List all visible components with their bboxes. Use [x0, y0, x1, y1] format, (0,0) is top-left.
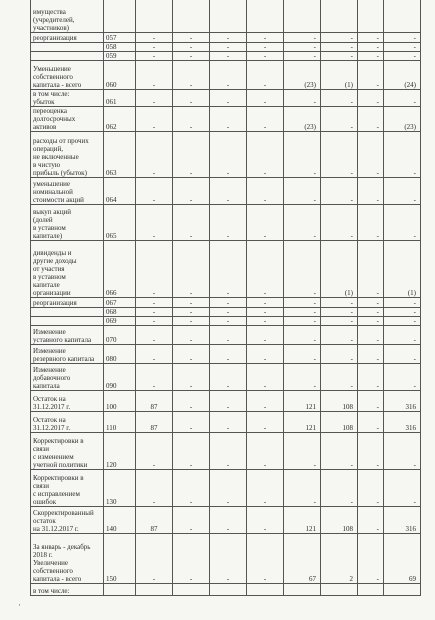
value-cell: -: [173, 178, 210, 205]
value-cell: -: [210, 132, 247, 178]
table-row: [31, 33, 421, 43]
value-cell: -: [210, 178, 247, 205]
table-row: [31, 298, 421, 308]
value-cell: -: [136, 52, 173, 61]
value-cell: -: [136, 298, 173, 308]
table-row: [31, 241, 421, 298]
value-cell: -: [247, 178, 284, 205]
row-code: 120: [104, 433, 136, 470]
value-cell: -: [136, 308, 173, 317]
value-cell: 69: [384, 534, 421, 584]
value-cell: -: [321, 317, 358, 326]
row-code: 066: [104, 241, 136, 298]
row-code: 110: [104, 412, 136, 433]
row-code: 067: [104, 298, 136, 308]
value-cell: -: [321, 107, 358, 132]
value-cell: 2: [321, 534, 358, 584]
row-code: 061: [104, 90, 136, 107]
value-cell: -: [136, 43, 173, 52]
value-cell: [321, 584, 358, 596]
row-label: Изменение добавочного капитала: [31, 364, 104, 391]
value-cell: -: [173, 507, 210, 534]
table-row: [31, 470, 421, 507]
value-cell: -: [173, 391, 210, 412]
capital-changes-table: [30, 0, 421, 596]
value-cell: -: [358, 317, 384, 326]
row-label: Изменение уставного капитала: [31, 326, 104, 345]
row-label: реорганизация: [31, 33, 104, 43]
value-cell: -: [247, 433, 284, 470]
value-cell: -: [321, 52, 358, 61]
margin-mark: ·: [18, 600, 21, 610]
value-cell: 316: [384, 391, 421, 412]
value-cell: -: [384, 345, 421, 364]
value-cell: 67: [284, 534, 321, 584]
value-cell: -: [358, 507, 384, 534]
table-row: [31, 178, 421, 205]
value-cell: -: [284, 326, 321, 345]
table-row: [31, 52, 421, 61]
value-cell: -: [284, 470, 321, 507]
table-row: [31, 132, 421, 178]
value-cell: -: [210, 345, 247, 364]
value-cell: [284, 0, 321, 33]
value-cell: -: [284, 317, 321, 326]
value-cell: -: [358, 433, 384, 470]
value-cell: -: [173, 43, 210, 52]
value-cell: -: [210, 43, 247, 52]
value-cell: -: [384, 33, 421, 43]
value-cell: -: [384, 52, 421, 61]
row-code: [104, 0, 136, 33]
value-cell: 87: [136, 412, 173, 433]
row-label: Корректировки в связи с изменением учетной политики: [31, 433, 104, 470]
row-code: 100: [104, 391, 136, 412]
value-cell: -: [358, 107, 384, 132]
value-cell: [210, 584, 247, 596]
value-cell: -: [284, 298, 321, 308]
value-cell: -: [173, 433, 210, 470]
value-cell: -: [247, 298, 284, 308]
value-cell: [247, 584, 284, 596]
row-code: 130: [104, 470, 136, 507]
row-code: [104, 584, 136, 596]
value-cell: -: [247, 205, 284, 241]
value-cell: -: [210, 90, 247, 107]
value-cell: 121: [284, 412, 321, 433]
value-cell: -: [284, 178, 321, 205]
value-cell: 121: [284, 507, 321, 534]
value-cell: -: [358, 52, 384, 61]
value-cell: -: [210, 507, 247, 534]
value-cell: [321, 0, 358, 33]
value-cell: -: [173, 364, 210, 391]
value-cell: -: [247, 52, 284, 61]
value-cell: -: [358, 241, 384, 298]
value-cell: -: [136, 326, 173, 345]
value-cell: -: [173, 241, 210, 298]
value-cell: -: [210, 241, 247, 298]
row-code: 090: [104, 364, 136, 391]
row-label: [31, 52, 104, 61]
row-code: 080: [104, 345, 136, 364]
value-cell: -: [210, 470, 247, 507]
table-row: [31, 107, 421, 132]
value-cell: -: [384, 317, 421, 326]
value-cell: -: [358, 90, 384, 107]
row-code: 057: [104, 33, 136, 43]
value-cell: -: [247, 326, 284, 345]
value-cell: -: [358, 298, 384, 308]
row-label: Изменение резервного капитала: [31, 345, 104, 364]
table-row: [31, 43, 421, 52]
row-label: [31, 308, 104, 317]
value-cell: -: [136, 61, 173, 90]
value-cell: -: [284, 90, 321, 107]
table-row: [31, 364, 421, 391]
row-code: 063: [104, 132, 136, 178]
value-cell: -: [173, 326, 210, 345]
table-row: [31, 61, 421, 90]
value-cell: -: [247, 43, 284, 52]
value-cell: -: [173, 61, 210, 90]
value-cell: -: [284, 241, 321, 298]
value-cell: (1): [321, 241, 358, 298]
row-label: в том числе: убыток: [31, 90, 104, 107]
row-code: 069: [104, 317, 136, 326]
value-cell: -: [321, 178, 358, 205]
value-cell: 87: [136, 391, 173, 412]
value-cell: -: [384, 43, 421, 52]
value-cell: -: [173, 132, 210, 178]
value-cell: -: [358, 308, 384, 317]
table-row: [31, 90, 421, 107]
value-cell: -: [136, 470, 173, 507]
value-cell: -: [173, 52, 210, 61]
row-label: Остаток на 31.12.2017 г.: [31, 391, 104, 412]
value-cell: -: [247, 534, 284, 584]
value-cell: -: [384, 205, 421, 241]
value-cell: -: [247, 107, 284, 132]
value-cell: -: [358, 43, 384, 52]
value-cell: -: [247, 132, 284, 178]
value-cell: -: [358, 534, 384, 584]
table-row: [31, 308, 421, 317]
value-cell: -: [284, 43, 321, 52]
value-cell: -: [384, 178, 421, 205]
value-cell: -: [173, 107, 210, 132]
value-cell: -: [210, 33, 247, 43]
value-cell: -: [173, 317, 210, 326]
value-cell: -: [210, 412, 247, 433]
value-cell: -: [321, 433, 358, 470]
value-cell: -: [136, 433, 173, 470]
value-cell: -: [247, 241, 284, 298]
value-cell: [384, 0, 421, 33]
row-code: 140: [104, 507, 136, 534]
value-cell: -: [358, 205, 384, 241]
value-cell: -: [358, 412, 384, 433]
value-cell: -: [284, 52, 321, 61]
value-cell: -: [173, 345, 210, 364]
value-cell: -: [284, 33, 321, 43]
value-cell: -: [210, 61, 247, 90]
value-cell: 108: [321, 412, 358, 433]
value-cell: -: [173, 298, 210, 308]
value-cell: -: [247, 308, 284, 317]
value-cell: -: [173, 90, 210, 107]
table-row: [31, 584, 421, 596]
value-cell: (1): [321, 61, 358, 90]
value-cell: -: [321, 345, 358, 364]
value-cell: -: [136, 534, 173, 584]
value-cell: -: [173, 412, 210, 433]
table-row: [31, 317, 421, 326]
value-cell: [384, 584, 421, 596]
row-label: За январь - декабрь 2018 г. Увеличение собственного капитала - всего: [31, 534, 104, 584]
row-code: 068: [104, 308, 136, 317]
value-cell: -: [321, 298, 358, 308]
value-cell: -: [284, 364, 321, 391]
value-cell: -: [210, 391, 247, 412]
value-cell: -: [136, 205, 173, 241]
table-row: [31, 0, 421, 33]
value-cell: -: [136, 33, 173, 43]
value-cell: (24): [384, 61, 421, 90]
value-cell: -: [210, 326, 247, 345]
value-cell: [136, 584, 173, 596]
value-cell: -: [210, 534, 247, 584]
row-label: [31, 43, 104, 52]
value-cell: -: [247, 507, 284, 534]
value-cell: -: [321, 308, 358, 317]
row-label: Корректировки в связи с исправлением ошибок: [31, 470, 104, 507]
row-label: имущества (учредителей, участников): [31, 0, 104, 33]
table-row: [31, 205, 421, 241]
value-cell: -: [247, 33, 284, 43]
row-code: 059: [104, 52, 136, 61]
value-cell: [247, 0, 284, 33]
value-cell: -: [358, 345, 384, 364]
value-cell: 87: [136, 507, 173, 534]
value-cell: -: [210, 308, 247, 317]
row-label: переоценка долгосрочных активов: [31, 107, 104, 132]
value-cell: -: [136, 90, 173, 107]
value-cell: (23): [284, 61, 321, 90]
table-row: [31, 345, 421, 364]
value-cell: -: [247, 90, 284, 107]
value-cell: -: [136, 132, 173, 178]
row-label: [31, 317, 104, 326]
value-cell: (1): [384, 241, 421, 298]
value-cell: [173, 584, 210, 596]
value-cell: -: [136, 178, 173, 205]
value-cell: -: [210, 205, 247, 241]
value-cell: [284, 584, 321, 596]
value-cell: -: [173, 205, 210, 241]
row-code: 062: [104, 107, 136, 132]
value-cell: -: [173, 33, 210, 43]
value-cell: -: [210, 107, 247, 132]
value-cell: 108: [321, 507, 358, 534]
row-code: 064: [104, 178, 136, 205]
table-row: [31, 391, 421, 412]
value-cell: -: [136, 364, 173, 391]
table-row: [31, 534, 421, 584]
table-row: [31, 412, 421, 433]
value-cell: -: [284, 132, 321, 178]
value-cell: -: [247, 364, 284, 391]
row-label: Остаток на 31.12.2017 г.: [31, 412, 104, 433]
value-cell: [210, 0, 247, 33]
value-cell: -: [210, 298, 247, 308]
value-cell: -: [321, 364, 358, 391]
value-cell: -: [321, 326, 358, 345]
value-cell: -: [321, 132, 358, 178]
value-cell: -: [284, 205, 321, 241]
value-cell: [173, 0, 210, 33]
row-code: 060: [104, 61, 136, 90]
value-cell: -: [384, 132, 421, 178]
value-cell: -: [321, 43, 358, 52]
value-cell: -: [284, 308, 321, 317]
value-cell: -: [173, 534, 210, 584]
value-cell: -: [384, 433, 421, 470]
value-cell: -: [384, 470, 421, 507]
value-cell: -: [321, 470, 358, 507]
value-cell: -: [173, 470, 210, 507]
value-cell: -: [358, 132, 384, 178]
value-cell: 316: [384, 507, 421, 534]
value-cell: -: [284, 345, 321, 364]
value-cell: [358, 0, 384, 33]
value-cell: -: [321, 33, 358, 43]
row-code: 065: [104, 205, 136, 241]
table-row: [31, 433, 421, 470]
row-label: выкуп акций (долей в уставном капитале): [31, 205, 104, 241]
row-label: уменьшение номинальной стоимости акций: [31, 178, 104, 205]
value-cell: -: [358, 326, 384, 345]
value-cell: -: [247, 412, 284, 433]
table-row: [31, 507, 421, 534]
value-cell: [136, 0, 173, 33]
row-label: дивиденды и другие доходы от участия в уставном капитале организации: [31, 241, 104, 298]
row-label: Уменьшение собственного капитала - всего: [31, 61, 104, 90]
table-row: [31, 326, 421, 345]
value-cell: -: [358, 364, 384, 391]
value-cell: -: [321, 90, 358, 107]
value-cell: -: [210, 364, 247, 391]
value-cell: -: [173, 308, 210, 317]
row-code: 150: [104, 534, 136, 584]
value-cell: (23): [384, 107, 421, 132]
value-cell: -: [247, 345, 284, 364]
value-cell: 121: [284, 391, 321, 412]
value-cell: -: [136, 345, 173, 364]
table-body: [31, 0, 421, 596]
value-cell: -: [384, 298, 421, 308]
value-cell: -: [384, 326, 421, 345]
value-cell: -: [384, 364, 421, 391]
value-cell: -: [358, 470, 384, 507]
value-cell: -: [384, 308, 421, 317]
value-cell: -: [210, 52, 247, 61]
value-cell: -: [247, 317, 284, 326]
value-cell: -: [136, 107, 173, 132]
value-cell: [358, 584, 384, 596]
value-cell: -: [136, 317, 173, 326]
value-cell: -: [247, 470, 284, 507]
value-cell: -: [284, 433, 321, 470]
value-cell: 108: [321, 391, 358, 412]
value-cell: (23): [284, 107, 321, 132]
value-cell: -: [358, 33, 384, 43]
row-label: реорганизация: [31, 298, 104, 308]
row-label: Скорректированный остаток на 31.12.2017 г.: [31, 507, 104, 534]
value-cell: -: [247, 391, 284, 412]
value-cell: -: [247, 61, 284, 90]
value-cell: -: [358, 61, 384, 90]
value-cell: -: [321, 205, 358, 241]
row-label: расходы от прочих операций, не включенные в чистую прибыль (убыток): [31, 132, 104, 178]
value-cell: -: [210, 433, 247, 470]
value-cell: -: [358, 391, 384, 412]
row-code: 058: [104, 43, 136, 52]
value-cell: -: [358, 178, 384, 205]
value-cell: -: [136, 241, 173, 298]
row-label: в том числе:: [31, 584, 104, 596]
value-cell: -: [384, 90, 421, 107]
row-code: 070: [104, 326, 136, 345]
value-cell: 316: [384, 412, 421, 433]
value-cell: -: [210, 317, 247, 326]
